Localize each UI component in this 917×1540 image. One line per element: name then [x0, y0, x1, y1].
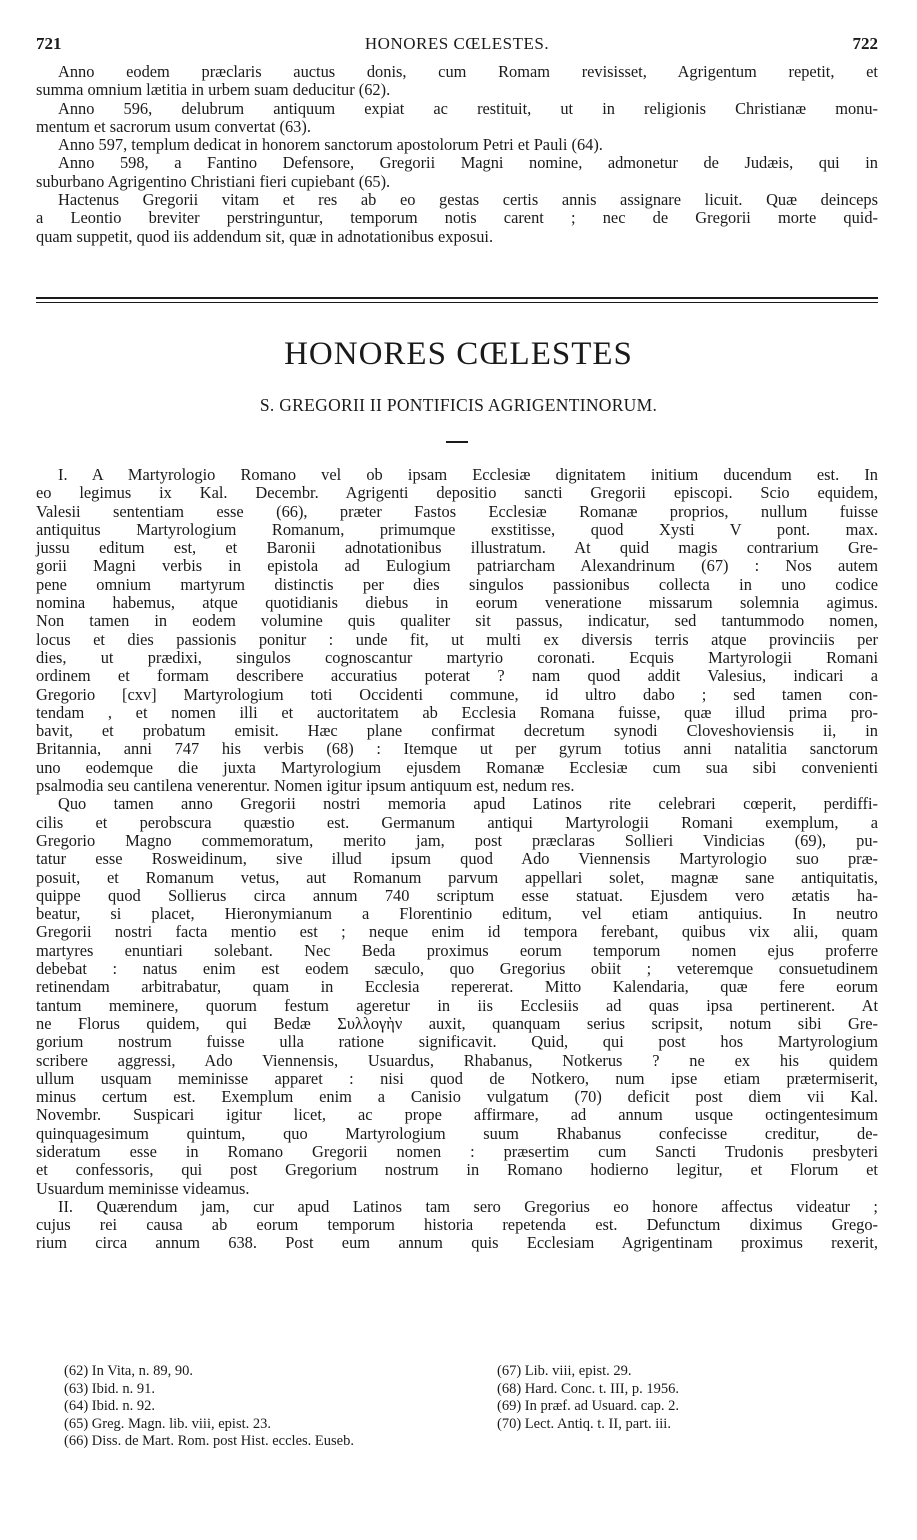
text-line: Gregorio [cxv] Martyrologium toti Occidenti commune, id ultro dabo ; sed tamen con- [36, 684, 878, 704]
text-line: suburbano Agrigentino Christiani fieri cupiebant (65). [36, 171, 391, 191]
text-line: ne Florus quidem, qui Bedæ Συλλογὴν auxit, quanquam serius scripsit, notum sibi Gre- [36, 1013, 878, 1033]
page-number-left: 721 [36, 34, 62, 53]
text-line: tendam , et nomen illi et auctoritatem ab Ecclesia Romana fuisse, quæ illud prima pro- [36, 702, 878, 722]
text-line: minus certum est. Exemplum enim a Canisio vulgatum (70) deficit post diem vii Kal. [36, 1087, 878, 1107]
text-line: jussu editum est, et Baronii adnotationibus illustratum. At quid magis contrarium Gre- [36, 538, 878, 558]
footnote: (64) Ibid. n. 92. [64, 1398, 156, 1415]
text-line: posuit, et Romanum vetus, aut Romanum parvum appellari solet, magnæ sane antiquitatis, [36, 867, 878, 887]
text-line: psalmodia seu cantilena venerentur. Nomen igitur ipsum antiquum est, nedum res. [36, 776, 575, 796]
text-line: Hactenus Gregorii vitam et res ab eo gestas certis annis assignare licuit. Quæ deinceps [58, 190, 878, 210]
footnotes-right [497, 1363, 679, 1433]
section-divider-thin [36, 302, 878, 303]
text-line: gorii Magni verbis in epistola ad Eulogium patriarcham Alexandrinum (67) : Nos autem [36, 556, 878, 576]
section-title: HONORES CŒLESTES [284, 336, 633, 372]
footnote: (68) Hard. Conc. t. III, p. 1956. [497, 1380, 680, 1397]
text-line: Usuardum meminisse videamus. [36, 1178, 250, 1198]
text-line: Anno 596, delubrum antiquum expiat ac restituit, ut in religionis Christianæ monu- [58, 98, 878, 118]
text-line: eo legimus ix Kal. Decembr. Agrigenti depositio sancti Gregorii episcopi. Scio equidem, [36, 483, 878, 503]
text-line: rium circa annum 638. Post eum annum quis Ecclesiam Agrigentinam proximus rexerit, [36, 1233, 878, 1253]
text-line: Non tamen in eodem volumine quis qualiter sit passus, indicatur, sed tantummodo nomen, [36, 611, 878, 631]
text-line: et confessoris, qui post Gregorium nostrum in Romano hodierno legitur, et Florum et [36, 1160, 878, 1180]
footnote: (69) In præf. ad Usuard. cap. 2. [497, 1398, 680, 1415]
text-line: tatur esse Rosweidinum, sive illud ipsum quod Ado Viennensis Martyrologio suo præ- [36, 849, 878, 869]
title-dash [446, 441, 468, 443]
text-line: scribere aggressi, Ado Viennensis, Usuardus, Rhabanus, Notkerus ? ne ex his quidem [36, 1050, 878, 1070]
text-line: Novembr. Suspicari igitur licet, ac prope affirmare, ad annum usque octingentesimum [36, 1105, 878, 1125]
section-subtitle: S. GREGORII II PONTIFICIS AGRIGENTINORUM. [259, 395, 658, 415]
body-text [36, 466, 878, 1253]
text-line: Valesii sententiam esse (66), præter Fastos Ecclesiæ Romanæ proprios, nullum fuisse [36, 501, 878, 521]
text-line: pene omnium martyrum distinctis per dies singulos passionibus collecta in uno codice [36, 574, 878, 594]
text-line: Anno 598, a Fantino Defensore, Gregorii Magni nomine, admonetur de Judæis, qui in [58, 153, 878, 173]
text-line: uno eodemque die juxta Martyrologium ejusdem Romanæ Ecclesiæ cum sua sibi convenienti [36, 757, 878, 777]
text-line: tantum meminere, quorum festum ageretur in iis Ecclesiis ad quas ipsa pertinerent. At [36, 995, 878, 1015]
text-line: cujus rei causa ab eorum temporum historia repetenda est. Defunctum diximus Grego- [36, 1215, 878, 1235]
text-line: summa omnium lætitia in urbem suam deducitur (62). [36, 80, 391, 100]
page-header [36, 34, 878, 56]
running-title: HONORES CŒLESTES. [364, 34, 550, 53]
text-line: ullum usquam meminisse apparet : nisi quod de Notkero, num ipse etiam prætermiserit, [36, 1068, 878, 1088]
text-line: debebat : natus enim est eodem sæculo, quo Gregorius obiit ; veteremque consuetudinem [36, 959, 878, 979]
text-line: gorium nostrum fuisse ulla ratione significavit. Quid, qui post hos Martyrologium [36, 1032, 878, 1052]
text-line: retinendam arbitrabatur, quam in Ecclesia repererat. Mitto Kalendaria, quæ fere eorum [36, 977, 878, 997]
text-line: quippe quod Sollierus circa annum 740 scriptum esse statuat. Ejusdem vero ætatis ha- [36, 885, 878, 905]
text-line: quinquagesimum quintum, quo Martyrologium suum Rhabanus confecisse creditur, de- [36, 1123, 878, 1143]
footnote: (62) In Vita, n. 89, 90. [64, 1363, 193, 1379]
text-line: Britannia, anni 747 his verbis (68) : Itemque ut per gyrum totius anni natalitia sanctorum [36, 739, 878, 759]
text-line: mentum et sacrorum usum convertat (63). [36, 116, 311, 136]
text-line: bavit, et probatum emisit. Hæc plane confirmat decretum synodi Cloveshoviensis ii, in [36, 721, 878, 741]
text-line: cilis et perobscura quæstio est. Germanum antiqui Martyrologii Romani exemplum, a [36, 812, 878, 832]
footnote: (66) Diss. de Mart. Rom. post Hist. eccles. Euseb. [64, 1433, 354, 1450]
text-line: quam suppetit, quod iis addendum sit, quæ in adnotationibus exposui. [36, 226, 494, 246]
text-line: Quo tamen anno Gregorii nostri memoria apud Latinos rite celebrari cœperit, perdiffi- [58, 794, 878, 814]
text-line: Gregorio Magno commemoratum, merito jam, post præclaras Sollieri Vindicias (69), pu- [36, 830, 878, 850]
text-line: sideratum esse in Romano Gregorii nomen : præsertim cum Sancti Trudonis presbyteri [36, 1141, 878, 1161]
footnote: (67) Lib. viii, epist. 29. [497, 1363, 632, 1379]
text-line: beatur, si placet, Hieronymianum a Florentinio editum, vel etiam antiquius. In neutro [36, 904, 878, 924]
text-line: locus et dies passionis ponitur : unde fit, ut multi ex diversis terris atque provinciis per [36, 629, 878, 649]
intro-paragraphs [36, 63, 878, 246]
text-line: Gregorii nostri facta mentio est ; neque enim id tempora ferebant, quibus vix alii, quam [36, 922, 878, 942]
text-line: ordinem et formam describere accuratius poterat ? nam quod addit Valesius, indicari a [36, 666, 878, 686]
section-divider [36, 297, 878, 299]
text-line: Anno 597, templum dedicat in honorem sanctorum apostolorum Petri et Pauli (64). [58, 135, 603, 155]
text-line: a Leontio breviter perstringuntur, temporum notis carent ; nec de Gregorii morte quid- [36, 208, 878, 228]
footnote: (63) Ibid. n. 91. [64, 1380, 156, 1397]
text-line: nomina habemus, atque quotidianis diebus in eorum veneratione missarum solemnia agimus. [36, 593, 878, 613]
text-line: II. Quærendum jam, cur apud Latinos tam sero Gregorius eo honore affectus videatur ; [58, 1196, 878, 1216]
text-line: martyres enuntiari solebant. Nec Beda proximus eorum temporum nomen ejus proferre [36, 940, 878, 960]
footnote: (70) Lect. Antiq. t. II, part. iii. [497, 1415, 671, 1432]
footnote: (65) Greg. Magn. lib. viii, epist. 23. [64, 1415, 272, 1432]
footnotes-left [64, 1363, 354, 1451]
text-line: antiquitus Martyrologium Romanum, primumque exstitisse, quod Xysti V pont. max. [36, 519, 878, 539]
text-line: I. A Martyrologio Romano vel ob ipsam Ecclesiæ dignitatem initium ducendum est. In [58, 465, 878, 484]
text-line: Anno eodem præclaris auctus donis, cum Romam revisisset, Agrigentum repetit, et [58, 62, 878, 81]
text-line: dies, ut prædixi, singulos cognoscantur martyrio coronati. Ecquis Martyrologii Romani [36, 647, 878, 667]
page-number-right: 722 [852, 34, 878, 53]
